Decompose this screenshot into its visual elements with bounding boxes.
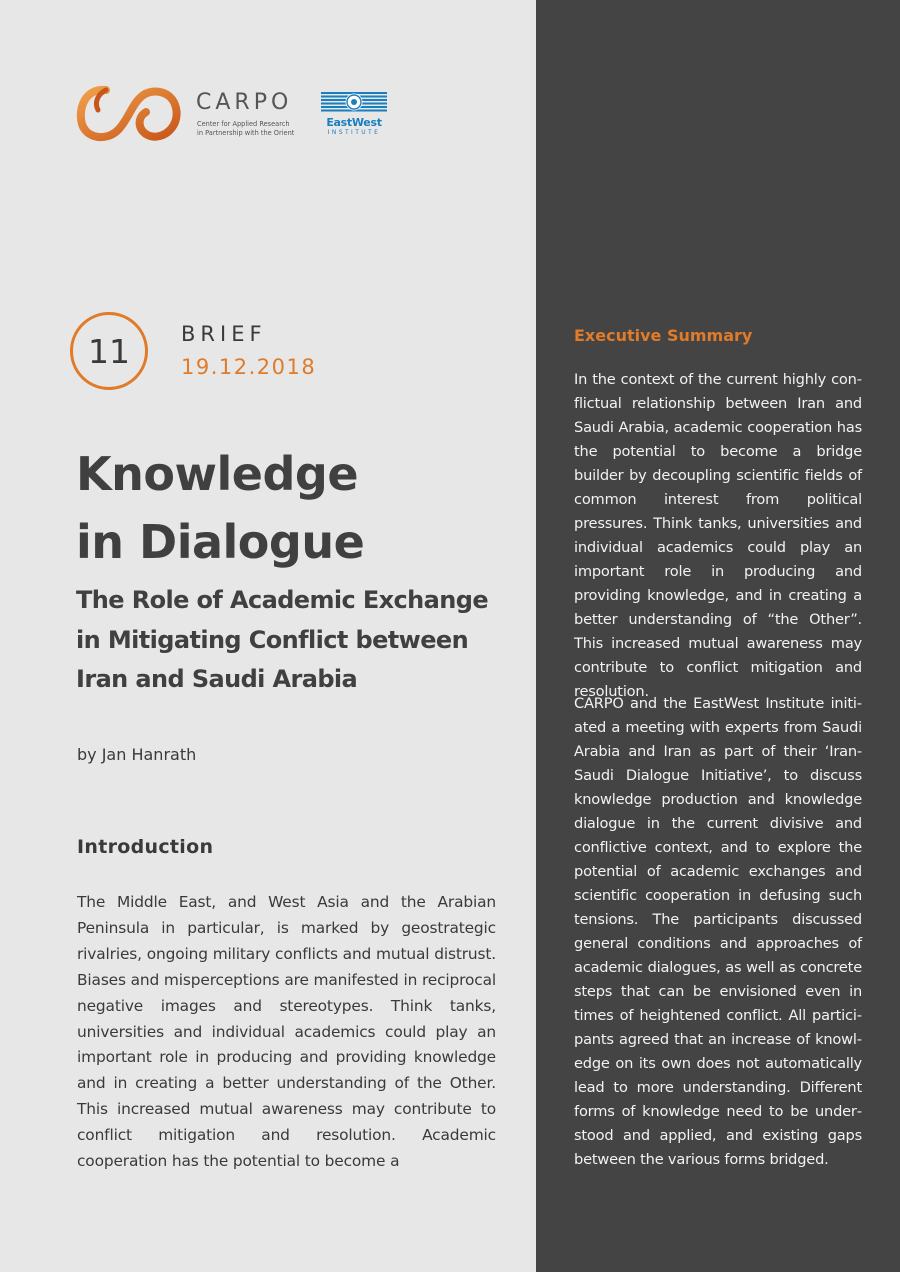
carpo-tagline-line2: in Partnership with the Orient [197,129,295,137]
page-title [76,440,516,576]
carpo-name: CARPO [196,90,293,115]
subtitle-line1: The Role of Academic Exchange [76,586,488,614]
brief-number: 11 [88,331,130,371]
executive-summary-paragraph: In the context of the current highly conflictual relationship between Iran and Saudi Arabia, academic cooperation has the potential to become a bridge builder by decoupling scientific fields of common interest from political pressures. Think tanks, universities and individual academics could play an important role in producing and providing knowledge, and in creating a better understanding of “the Other”. This increased mutual awareness may contribute to conflict mitigation and resolution. [574,371,862,700]
executive-summary-heading: Executive Summary [574,326,753,345]
introduction-heading: Introduction [77,836,214,858]
brief-label: BRIEF [181,322,267,346]
eastwest-name: EastWest [326,116,382,129]
carpo-tagline-line1: Center for Applied Research [197,120,290,128]
introduction-text: The Middle East, and West Asia and the Arabian Peninsula in particular, is marked by geostrategic rivalries, ongoing military conflicts and mutual distrust. Biases and misperceptions are manifested in reciprocal negative images and stereotypes. Think tanks, universities and individual academics could play an important role in producing and providing knowledge and in creating a better understanding of the Other. This increased mutual awareness may contribute to conflict mitigation and resolution. Academic cooperation has the potential to become a [77,893,496,1171]
author-byline: by Jan Hanrath [77,745,197,764]
page-subtitle [76,581,506,700]
brief-number-badge [70,312,148,390]
title-line1: Knowledge [76,447,359,501]
subtitle-line3: Iran and Saudi Arabia [76,665,358,693]
subtitle-line2: in Mitigating Conflict between [76,625,469,654]
title-line2: in Dialogue [76,515,365,569]
executive-summary-paragraph: CARPO and the EastWest Institute initiated a meeting with experts from Saudi Arabia and Iran as part of their ‘Iran-Saudi Dialogue Initiative’, to discuss knowledge production and knowledge dialogue in the current divisive and conflictive context, and to explore the potential of academic exchanges and scientific cooperation in defusing such tensions. The participants discussed general conditions and approaches of academic dialogues, as well as concrete steps that can be envisioned even in times of heightened conflict. All participants agreed that an increase of knowledge on its own does not automatically lead to more understanding. Different forms of knowledge need to be understood and applied, and existing gaps between the various forms bridged. [574,695,862,1168]
brief-date: 19.12.2018 [181,355,317,379]
eastwest-subtitle: INSTITUTE [327,129,381,136]
carpo-logo-icon [76,84,182,142]
carpo-tagline [197,120,307,138]
